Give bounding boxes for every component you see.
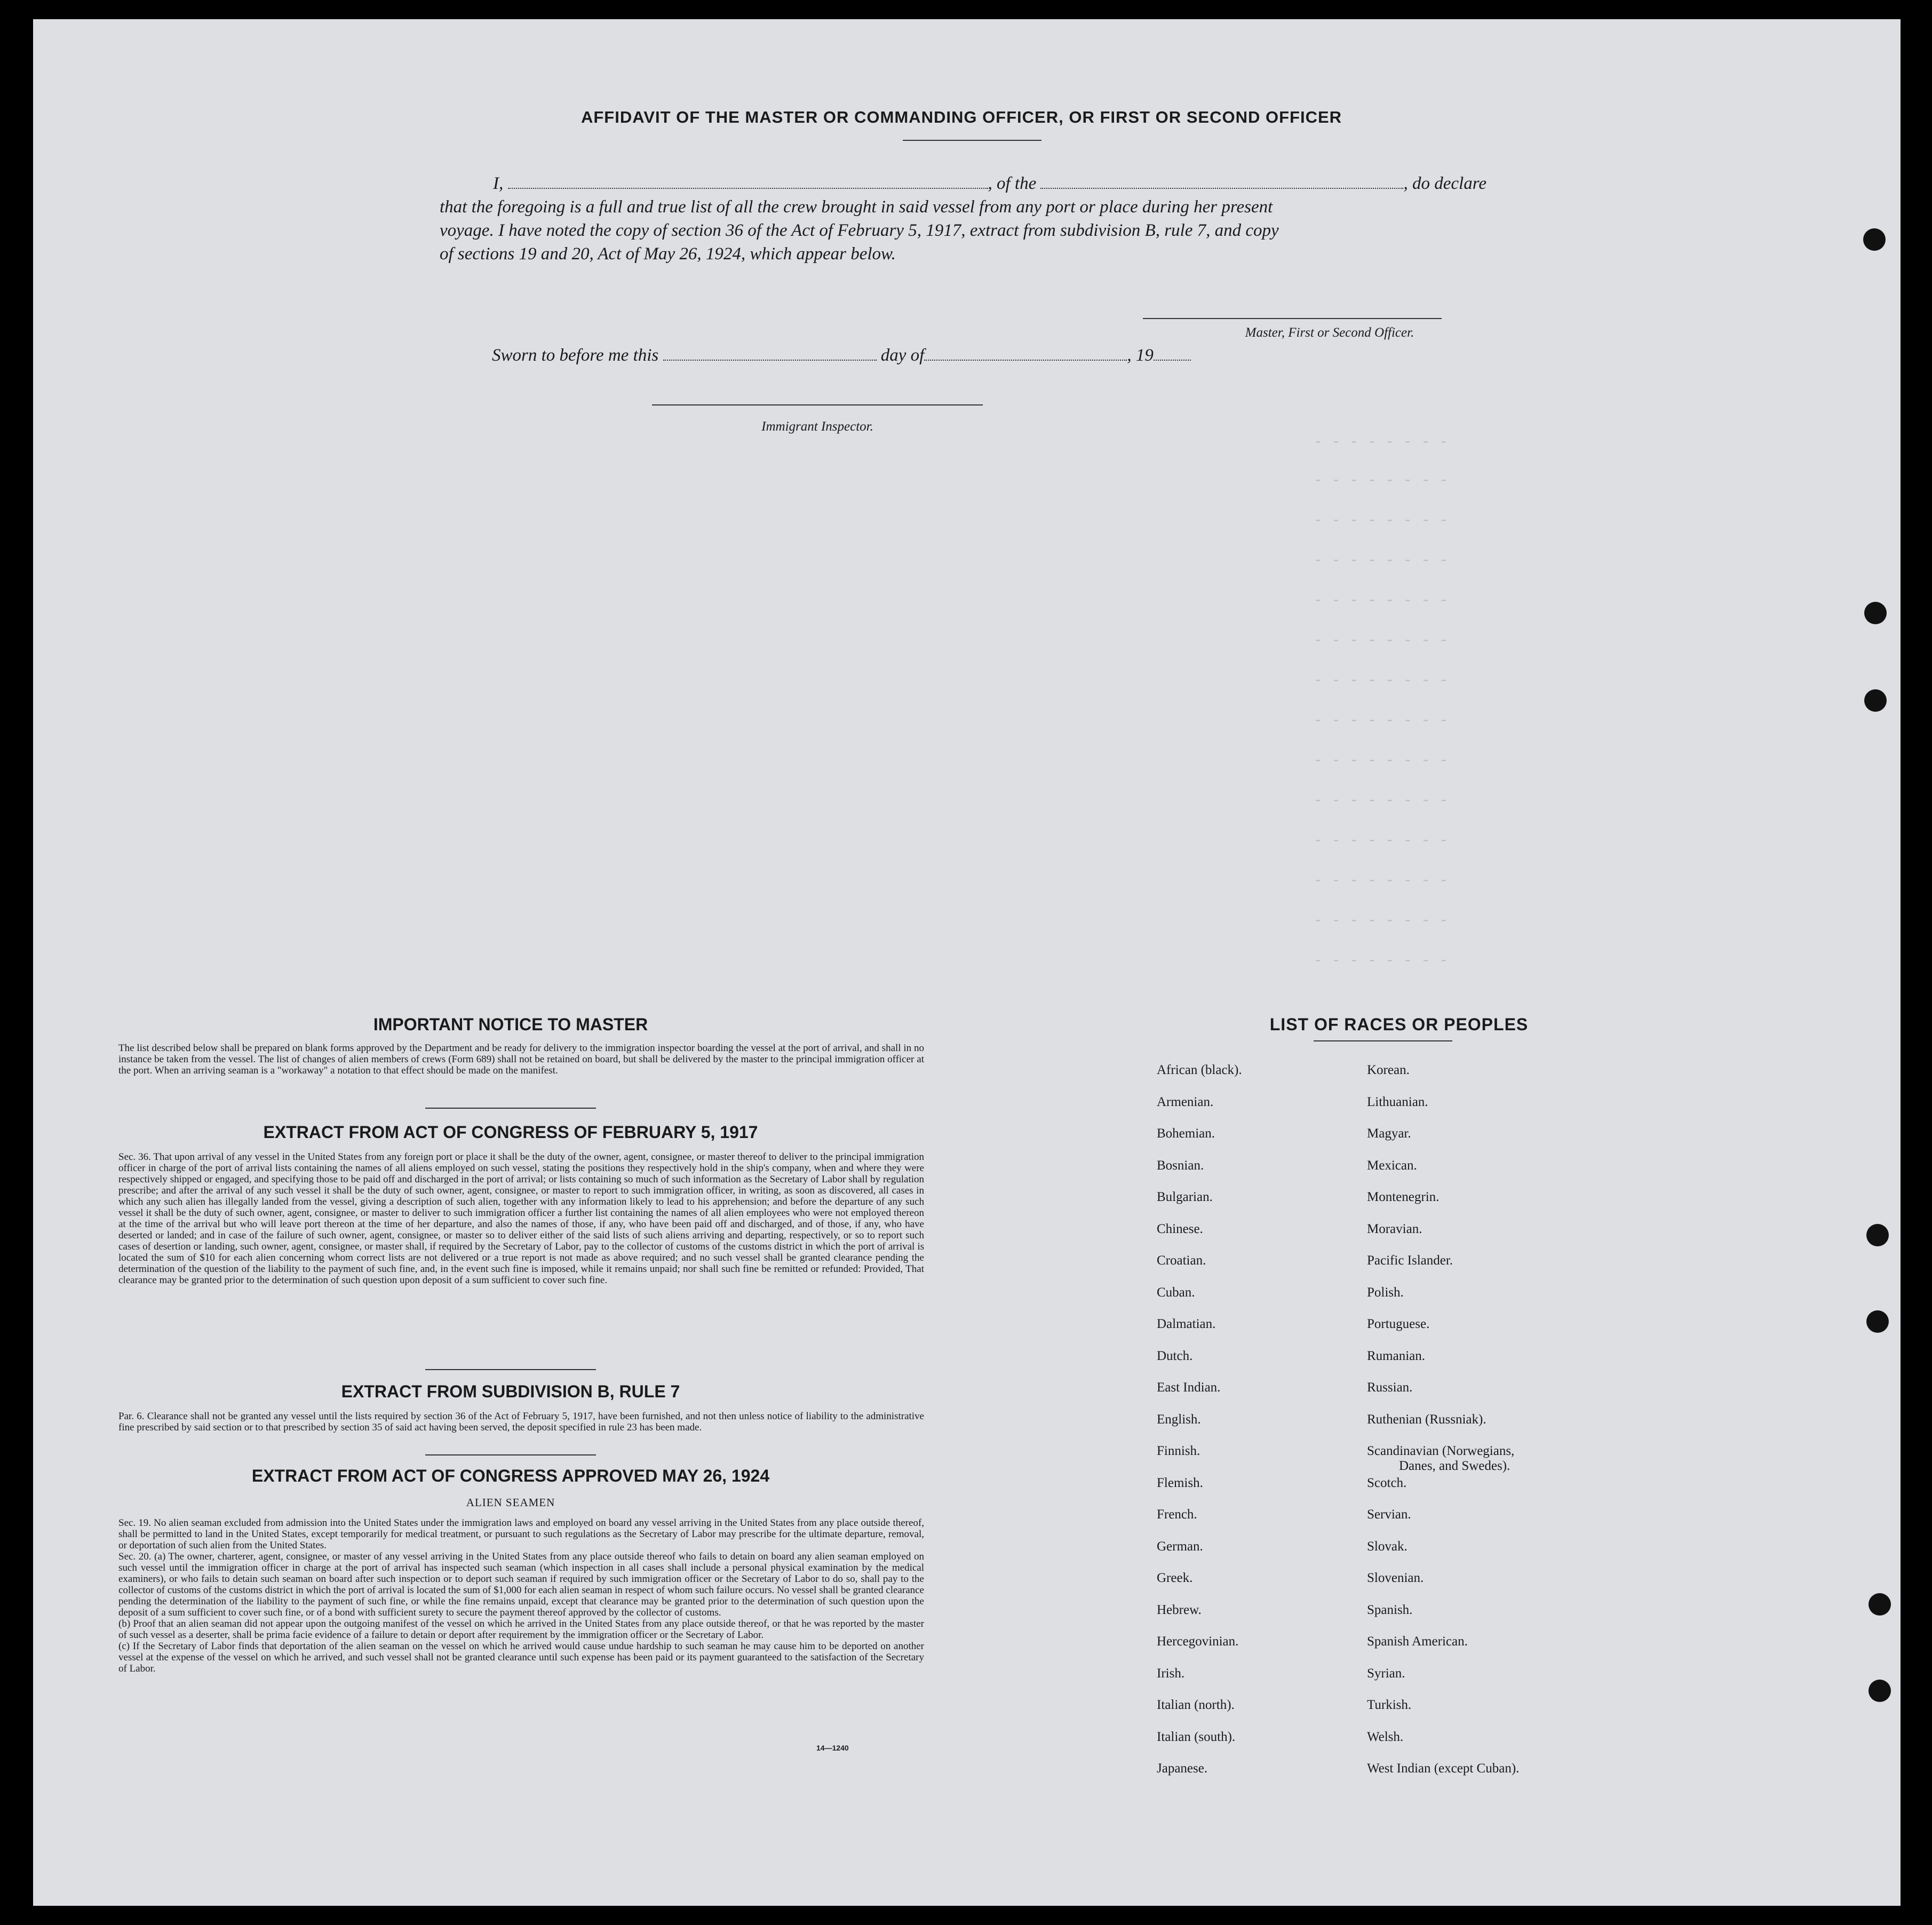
binder-hole	[1864, 689, 1887, 712]
sworn-label: Sworn to before me this	[492, 346, 659, 365]
vessel-blank[interactable]	[1040, 188, 1403, 189]
sworn-day-blank[interactable]	[663, 360, 877, 361]
race-item: Rumanian.	[1367, 1348, 1426, 1363]
race-item: French.	[1157, 1507, 1197, 1522]
rule7-title: EXTRACT FROM SUBDIVISION B, RULE 7	[341, 1382, 680, 1401]
race-item: Danes, and Swedes).	[1399, 1459, 1510, 1473]
race-item: Russian.	[1367, 1380, 1413, 1395]
sworn-line	[492, 346, 1191, 365]
race-item: Polish.	[1367, 1285, 1404, 1300]
race-item: Lithuanian.	[1367, 1094, 1428, 1109]
name-blank[interactable]	[508, 188, 988, 189]
affidavit-line-3: voyage. I have noted the copy of section 36 of the Act of February 5, 1917, extract from subdivision B, rule 7, and copy	[440, 221, 1279, 240]
races-divider	[1314, 1040, 1452, 1041]
master-signature-line[interactable]	[1143, 318, 1442, 319]
extract-1917-title: EXTRACT FROM ACT OF CONGRESS OF FEBRUARY 5, 1917	[263, 1123, 758, 1142]
race-item: Scandinavian (Norwegians,	[1367, 1444, 1515, 1458]
extract-1917-paragraph: Sec. 36. That upon arrival of any vessel in the United States from any foreign port or place it shall be the duty of the owner, agent, consignee, or master thereof to deliver to the principal immigration officer in charge of the port of arrival lists containing the names of all aliens employed on such vessel, stating the positions they respectively hold in the ship's company, when and where they were respectively shipped or engaged, and specifying those to be paid off and discharged in the port of arrival; or lists containing so much of such information as the Secretary of Labor shall by regulation prescribe; and after the arrival of any such vessel it shall be the duty of such owner, agent, consignee, or master to report to such immigration officer, in writing, as soon as discovered, all cases in which any such alien has illegally landed from the vessel, giving a description of such alien, together with any information likely to lead to his apprehension; and before the departure of any such vessel it shall be the duty of such owner, agent, consignee, or master to deliver to such immigration officer a further list containing the names of all alien employees who were not employed thereon at the time of the arrival but who will leave port thereon at the time of her departure, and also the names of those, if any, who have been paid off and discharged, and of those, if any, who have deserted or landed; and in case of the failure of such owner, agent, consignee, or master so to deliver either of the said lists of such aliens arriving and departing, respectively, or so to report such cases of desertion or landing, such owner, agent, consignee, or master shall, if required by the Secretary of Labor, pay to the collector of customs of the customs district in which the port of arrival is located the sum of $10 for each alien concerning whom correct lists are not delivered or a true report is not made as above required; and no such vessel shall be granted clearance pending the determination of the question of the liability to the payment of such fine, and, in the event such fine is imposed, while it remains unpaid; nor shall such fine be remitted or refunded: Provided, That clearance may be granted prior to the determination of such question upon deposit of a sum sufficient to cover such fine.	[118, 1151, 924, 1286]
race-item: Pacific Islander.	[1367, 1253, 1453, 1268]
race-item: Dutch.	[1157, 1348, 1193, 1363]
race-item: Bulgarian.	[1157, 1190, 1213, 1204]
sworn-year-blank[interactable]	[1154, 360, 1191, 361]
race-item: Finnish.	[1157, 1444, 1200, 1458]
affidavit-line-1	[440, 174, 1512, 194]
rule7-paragraph: Par. 6. Clearance shall not be granted any vessel until the lists required by section 36 of the Act of February 5, 1917, have been furnished, and not then unless notice of liability to the administrative fine prescribed by said section or to that prescribed by section 35 of said act having been served, the deposit specified in rule 23 has been made.	[118, 1411, 924, 1433]
affidavit-declare-label: , do declare	[1403, 174, 1486, 193]
race-item: Hercegovinian.	[1157, 1634, 1239, 1649]
races-title: LIST OF RACES OR PEOPLES	[1269, 1015, 1529, 1034]
rule7-text	[118, 1411, 924, 1433]
affidavit-i-label: I,	[493, 174, 504, 193]
race-item: Cuban.	[1157, 1285, 1195, 1300]
binder-hole	[1863, 228, 1886, 251]
race-item: Magyar.	[1367, 1126, 1411, 1141]
affidavit-of-the-label: , of the	[988, 174, 1037, 193]
binder-hole	[1866, 1310, 1889, 1333]
document-page: - - - - - - - - - - - - - - - - - - - - - - - - - - - - - - - - - - - - - - - - - - - - - - - - - - - - - - - - - - - - - - - - - - - - - - - - - - - - - - - - - - - - - - - - - - - - - - - - - - - - - - - - - - - - - - - - AFFIDAVIT OF THE MASTER OR COMMANDING OFFICER, OR FIRST OR SECOND OFFICER I, , of the , do declare that the foregoing is a full and true list of all the crew brought in said vessel from any port or place during her present voyage. I have noted the copy of section 36 of the Act of February 5, 1917, extract from subdivision B, rule 7, and copy of sections 19 and 20, Act of May 26, 1924, which appear below. Master, First or Second Officer. Sworn to before me this day of , 19 Immigrant Inspector. IMPORTANT NOTICE TO MASTER The list described below shall be prepared on blank forms approved by the Department and be ready for delivery to the immigration inspector boarding the vessel at the port of arrival, and shall in no instance be taken from the vessel. The list of changes of alien members of crews (Form 689) shall not be retained on board, but shall be delivered by the master to the principal immigration officer at the port. When an arriving seaman is a "workaway" a notation to that effect should be made on the manifest. EXTRACT FROM ACT OF CONGRESS OF FEBRUARY 5, 1917 Sec. 36. That upon arrival of any vessel in the United States from any foreign port or place it shall be the duty of the owner, agent, consignee, or master thereof to deliver to the principal immigration officer in charge of the port of arrival lists containing the names of all aliens employed on such vessel, stating the positions they respectively hold in the ship's company, when and where they were respectively shipped or engaged, and specifying those to be paid off and discharged in the port of arrival; or lists containing so much of such information as the Secretary of Labor shall by regulation prescribe; and after the arrival of any such vessel it shall be the duty of such owner, agent, consignee, or master to report to such immigration officer, in writing, as soon as discovered, all cases in which any such alien has illegally landed from the vessel, giving a description of such alien, together with any information likely to lead to his apprehension; and before the departure of any such vessel it shall be the duty of such owner, agent, consignee, or master to deliver to such immigration officer a further list containing the names of all alien employees who were not employed thereon at the time of the arrival but who will leave port thereon at the time of her departure, and also the names of those, if any, who have been paid off and discharged, and of those, if any, who have deserted or landed; and in case of the failure of such owner, agent, consignee, or master so to deliver either of the said lists of such aliens arriving and departing, respectively, or so to report such cases of desertion or landing, such owner, agent, consignee, or master shall, if required by the Secretary of Labor, pay to the collector of customs of the customs district in which the port of arrival is located the sum of $10 for each alien concerning whom correct lists are not delivered or a true report is not made as above required; and no such vessel shall be granted clearance pending the determination of the question of the liability to the payment of such fine, and, in the event such fine is imposed, while it remains unpaid; nor shall such fine be remitted or refunded: Provided, That clearance may be granted prior to the determination of such question upon deposit of a sum sufficient to cover such fine. EXTRACT FROM SUBDIVISION B, RULE 7 Par. 6. Clearance shall not be granted any vessel until the lists required by section 36 of the Act of February 5, 1917, have been furnished, and not then unless notice of liability to the administrative fine prescribed by said section or to that prescribed by section 35 of said act having been served, the deposit specified in rule 23 has been made. EXTRACT FROM ACT OF CONGRESS APPROVED MAY 26, 1924 ALIEN SEAMEN Sec. 19. No alien seaman excluded from admission into the United States under the immigration laws and employed on board any vessel arriving in the United States from any place outside thereof, shall be permitted to land in the United States, except temporarily for medical treatment, or pursuant to such regulations as the Secretary of Labor may prescribe for the ultimate departure, removal, or deportation of such alien from the United States. Sec. 20. (a) The owner, charterer, agent, consignee, or master of any vessel arriving in the United States from any place outside thereof who fails to detain on board any alien seaman employed on such vessel until the immigration officer in charge at the port of arrival has inspected such seaman (which inspection in all cases shall include a personal physical examination by the medical examiners), or who fails to detain such seaman on board after such inspection or to deport such seaman if required by such immigration officer or the Secretary of Labor to do so, shall pay to the collector of customs of the customs district in which the port of arrival is located the sum of $1,000 for each alien seaman in respect of whom such failure occurs. No vessel shall be granted clearance pending the determination of the liability to the payment of such fine, or while the fine remains unpaid, except that clearance may be granted prior to the determination of such question upon the deposit of a sum sufficient to cover such fine, or of a bond with sufficient surety to secure the payment thereof approved by the collector of customs. (b) Proof that an alien seaman did not appear upon the outgoing manifest of the vessel on which he arrived in the United States from any place outside thereof, or that he was reported by the master of such vessel as a deserter, shall be prima facie evidence of a failure to detain or deport after requirement by the immigration officer or the Secretary of Labor. (c) If the Secretary of Labor finds that deportation of the alien seaman on the vessel on which he arrived would cause undue hardship to such seaman he may cause him to be deported on another vessel at the expense of the vessel on which he arrived, and such vessel shall not be granted clearance until such expense has been paid or its payment guaranteed to the satisfaction of the Secretary of Labor. 14—1240 LIST OF RACES OR PEOPLES African (black). Armenian. Bohemian. Bosnian. Bulgarian. Chinese. Croatian. Cuban. Dalmatian. Dutch. East Indian. English. Finnish. Flemish. French. German. Greek. Hebrew. Hercegovinian. Irish. Italian (north). Italian (south). Japanese. Korean. Lithuanian. Magyar. Mexican. Montenegrin. Moravian. Pacific Islander. Polish. Portuguese. Rumanian. Russian. Ruthenian (Russniak). Scandinavian (Norwegians, Danes, and Swedes). Scotch. Servian. Slovak. Slovenian. Spanish. Spanish American. Syrian. Turkish. Welsh. West Indian (except Cuban).	[33, 19, 1901, 1906]
race-item: Japanese.	[1157, 1761, 1208, 1776]
notice-paragraph: The list described below shall be prepared on blank forms approved by the Department and be ready for delivery to the immigration inspector boarding the vessel at the port of arrival, and shall in no instance be taken from the vessel. The list of changes of alien members of crews (Form 689) shall not be retained on board, but shall be delivered by the master to the principal immigration officer at the port. When an arriving seaman is a "workaway" a notation to that effect should be made on the manifest.	[118, 1043, 924, 1076]
sec19-paragraph: Sec. 19. No alien seaman excluded from admission into the United States under the immigration laws and employed on board any vessel arriving in the United States from any place outside thereof, shall be permitted to land in the United States, except temporarily for medical treatment, or pursuant to such regulations as the Secretary of Labor may prescribe for the ultimate departure, removal, or deportation of such alien from the United States.	[118, 1517, 924, 1551]
race-item: Servian.	[1367, 1507, 1411, 1522]
race-item: Korean.	[1367, 1063, 1410, 1077]
year-prefix-label: , 19	[1127, 346, 1154, 365]
affidavit-title: AFFIDAVIT OF THE MASTER OR COMMANDING OFFICER, OR FIRST OR SECOND OFFICER	[581, 108, 1342, 126]
rule7-divider	[425, 1454, 596, 1455]
extract-1924-subtitle: ALIEN SEAMEN	[466, 1496, 555, 1509]
notice-text	[118, 1043, 924, 1076]
race-item: English.	[1157, 1412, 1201, 1427]
notice-title: IMPORTANT NOTICE TO MASTER	[373, 1015, 648, 1034]
binder-hole	[1866, 1224, 1889, 1246]
race-item: East Indian.	[1157, 1380, 1221, 1395]
inspector-signature-line[interactable]	[652, 404, 983, 405]
race-item: Montenegrin.	[1367, 1190, 1440, 1204]
race-item: Croatian.	[1157, 1253, 1206, 1268]
race-item: African (black).	[1157, 1063, 1242, 1077]
race-item: Syrian.	[1367, 1666, 1405, 1681]
race-item: Spanish American.	[1367, 1634, 1468, 1649]
race-item: Slovak.	[1367, 1539, 1408, 1554]
race-item: Moravian.	[1367, 1221, 1422, 1236]
inspector-signature-label: Immigrant Inspector.	[761, 419, 873, 434]
race-item: Greek.	[1157, 1571, 1193, 1585]
race-item: Bosnian.	[1157, 1158, 1204, 1173]
day-of-label: day of	[880, 346, 925, 365]
race-item: Turkish.	[1367, 1698, 1412, 1712]
notice-divider	[425, 1108, 596, 1109]
master-signature-label: Master, First or Second Officer.	[1245, 325, 1414, 340]
affidavit-line-4: of sections 19 and 20, Act of May 26, 1924, which appear below.	[440, 244, 896, 264]
race-item: Ruthenian (Russniak).	[1367, 1412, 1486, 1427]
affidavit-line-2: that the foregoing is a full and true list of all the crew brought in said vessel from any port or place during her present	[440, 197, 1273, 217]
race-item: Bohemian.	[1157, 1126, 1215, 1141]
title-divider	[903, 140, 1041, 141]
race-item: Armenian.	[1157, 1094, 1214, 1109]
race-item: Portuguese.	[1367, 1317, 1430, 1331]
race-item: West Indian (except Cuban).	[1367, 1761, 1520, 1776]
race-item: Mexican.	[1367, 1158, 1417, 1173]
extract-1917-divider	[425, 1369, 596, 1370]
race-item: Flemish.	[1157, 1475, 1203, 1490]
binder-hole	[1864, 602, 1887, 624]
race-item: Slovenian.	[1367, 1571, 1424, 1585]
race-item: Italian (south).	[1157, 1729, 1236, 1744]
extract-1924-title: EXTRACT FROM ACT OF CONGRESS APPROVED MAY 26, 1924	[251, 1466, 770, 1485]
race-item: Hebrew.	[1157, 1602, 1202, 1617]
race-item: German.	[1157, 1539, 1203, 1554]
race-item: Dalmatian.	[1157, 1317, 1216, 1331]
sec20c-paragraph: (c) If the Secretary of Labor finds that deportation of the alien seaman on the vessel on which he arrived would cause undue hardship to such seaman he may cause him to be deported on another vessel at the expense of the vessel on which he arrived, and such vessel shall not be granted clearance until such expense has been paid or its payment guaranteed to the satisfaction of the Secretary of Labor.	[118, 1641, 924, 1674]
sworn-month-blank[interactable]	[924, 360, 1127, 361]
form-number: 14—1240	[816, 1744, 849, 1752]
race-item: Chinese.	[1157, 1221, 1203, 1236]
binder-hole	[1869, 1680, 1891, 1702]
race-item: Italian (north).	[1157, 1698, 1235, 1712]
race-item: Scotch.	[1367, 1475, 1407, 1490]
extract-1924-text	[118, 1517, 924, 1674]
sec20a-paragraph: Sec. 20. (a) The owner, charterer, agent, consignee, or master of any vessel arriving in the United States from any place outside thereof who fails to detain on board any alien seaman employed on such vessel until the immigration officer in charge at the port of arrival has inspected such seaman (which inspection in all cases shall include a personal physical examination by the medical examiners), or who fails to detain such seaman on board after such inspection or to deport such seaman if required by such immigration officer or the Secretary of Labor to do so, shall pay to the collector of customs of the customs district in which the port of arrival is located the sum of $1,000 for each alien seaman in respect of whom such failure occurs. No vessel shall be granted clearance pending the determination of the liability to the payment of such fine, or while the fine remains unpaid, except that clearance may be granted prior to the determination of such question upon the deposit of a sum sufficient to cover such fine, or of a bond with sufficient surety to secure the payment thereof approved by the collector of customs.	[118, 1551, 924, 1618]
race-item: Irish.	[1157, 1666, 1185, 1681]
race-item: Spanish.	[1367, 1602, 1413, 1617]
race-item: Welsh.	[1367, 1729, 1404, 1744]
binder-hole	[1869, 1593, 1891, 1616]
sec20b-paragraph: (b) Proof that an alien seaman did not appear upon the outgoing manifest of the vessel on which he arrived in the United States from any place outside thereof, or that he was reported by the master of such vessel as a deserter, shall be prima facie evidence of a failure to detain or deport after requirement by the immigration officer or the Secretary of Labor.	[118, 1618, 924, 1641]
extract-1917-text	[118, 1151, 924, 1286]
